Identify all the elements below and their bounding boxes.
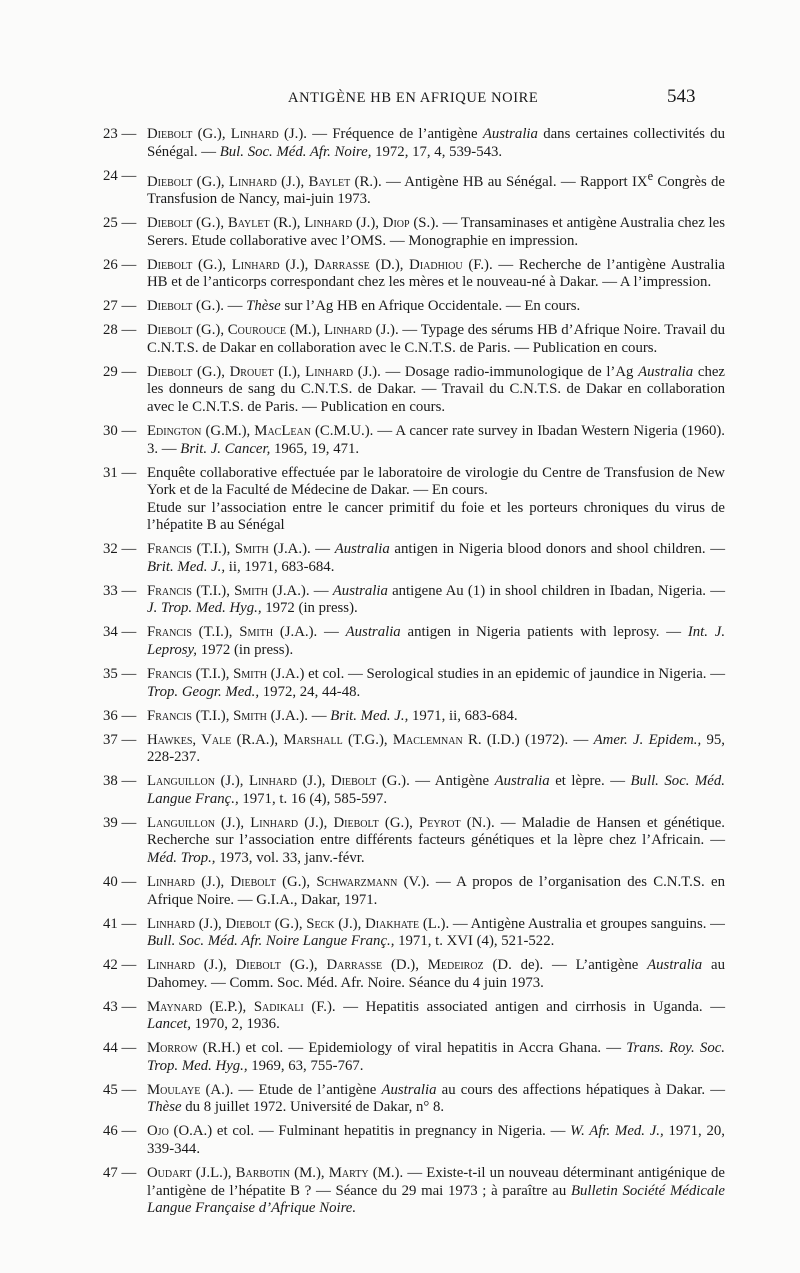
reference-text: Moulaye (A.). — Etude de l’antigène Australia au cours des affections hépatiques à Dakar. — Thèse du 8 juillet 1972. Université de Dakar, n° 8. bbox=[147, 1081, 725, 1116]
running-header bbox=[0, 86, 800, 112]
reference-item bbox=[103, 583, 725, 618]
reference-item bbox=[103, 126, 725, 161]
reference-number: 45 — bbox=[103, 1081, 137, 1098]
reference-number: 39 — bbox=[103, 814, 137, 831]
reference-item bbox=[103, 257, 725, 292]
reference-number: 38 — bbox=[103, 773, 137, 790]
reference-text: Morrow (R.H.) et col. — Epidemiology of viral hepatitis in Accra Ghana. — Trans. Roy. Soc. Trop. Med. Hyg., 1969, 63, 755-767. bbox=[147, 1040, 725, 1074]
reference-item bbox=[103, 1123, 725, 1158]
reference-text: Diebolt (G.), Linhard (J.), Baylet (R.). — Antigène HB au Sénégal. — Rapport IXe Congrès de Transfusion de Nancy, mai-juin 1973. bbox=[147, 168, 725, 208]
reference-text: Francis (T.I.), Smith (J.A.). — Australia antigen in Nigeria blood donors and shool children. — Brit. Med. J., ii, 1971, 683-684. bbox=[147, 541, 725, 575]
reference-item bbox=[103, 732, 725, 767]
reference-item bbox=[103, 364, 725, 417]
reference-item bbox=[103, 1165, 725, 1218]
running-title: ANTIGÈNE HB EN AFRIQUE NOIRE bbox=[288, 90, 539, 106]
reference-item bbox=[103, 1082, 725, 1117]
reference-item bbox=[103, 322, 725, 357]
page-number: 543 bbox=[667, 86, 696, 107]
reference-list bbox=[103, 126, 725, 1224]
reference-number: 30 — bbox=[103, 422, 137, 439]
reference-item bbox=[103, 541, 725, 576]
reference-text: Maynard (E.P.), Sadikali (F.). — Hepatitis associated antigen and cirrhosis in Uganda. — Lancet, 1970, 2, 1936. bbox=[147, 998, 725, 1033]
reference-number: 28 — bbox=[103, 322, 137, 339]
reference-text: Diebolt (G.), Linhard (J.). — Fréquence de l’antigène Australia dans certaines collectivités du Sénégal. — Bul. Soc. Méd. Afr. Noire, 1972, 17, 4, 539-543. bbox=[147, 126, 725, 160]
reference-item bbox=[103, 666, 725, 701]
reference-text: Oudart (J.L.), Barbotin (M.), Marty (M.). — Existe-t-il un nouveau déterminant antigénique de l’antigène de l’hépatite B ? — Séance du 29 mai 1973 ; à paraître au Bulletin Société Médicale Langue Française d’Afrique Noire. bbox=[147, 1164, 725, 1217]
reference-item bbox=[103, 916, 725, 951]
reference-number: 43 — bbox=[103, 998, 137, 1015]
reference-item bbox=[103, 465, 725, 535]
reference-item bbox=[103, 874, 725, 909]
reference-text: Languillon (J.), Linhard (J.), Diebolt (G.). — Antigène Australia et lèpre. — Bull. Soc. Méd. Langue Franç., 1971, t. 16 (4), 585-597. bbox=[147, 773, 725, 807]
reference-item bbox=[103, 815, 725, 868]
reference-number: 41 — bbox=[103, 915, 137, 932]
reference-item bbox=[103, 423, 725, 458]
reference-text: Ojo (O.A.) et col. — Fulminant hepatitis in pregnancy in Nigeria. — W. Afr. Med. J., 1971, 20, 339-344. bbox=[147, 1123, 726, 1157]
reference-number: 32 — bbox=[103, 541, 137, 558]
reference-text: Hawkes, Vale (R.A.), Marshall (T.G.), Maclemnan R. (I.D.) (1972). — Amer. J. Epidem., 95, 228-237. bbox=[147, 731, 725, 766]
reference-item bbox=[103, 298, 725, 316]
reference-number: 35 — bbox=[103, 666, 137, 683]
reference-text: Enquête collaborative effectuée par le laboratoire de virologie du Centre de Transfusion de New York et de la Faculté de Médecine de Dakar. — En cours. Etude sur l’association entre le cancer primitif du foie et les porteurs chroniques du virus de l’hépatite B au Sénégal bbox=[147, 464, 725, 534]
reference-item bbox=[103, 624, 725, 659]
reference-number: 46 — bbox=[103, 1123, 137, 1140]
reference-item bbox=[103, 215, 725, 250]
reference-item bbox=[103, 957, 725, 992]
reference-number: 26 — bbox=[103, 256, 137, 273]
reference-number: 44 — bbox=[103, 1040, 137, 1057]
reference-number: 34 — bbox=[103, 624, 137, 641]
reference-text: Linhard (J.), Diebolt (G.), Schwarzmann (V.). — A propos de l’organisation des C.N.T.S. en Afrique Noire. — G.I.A., Dakar, 1971. bbox=[147, 873, 725, 908]
reference-text: Linhard (J.), Diebolt (G.), Darrasse (D.), Medeiroz (D. de). — L’antigène Australia au Dahomey. — Comm. Soc. Méd. Afr. Noire. Séance du 4 juin 1973. bbox=[147, 957, 725, 991]
reference-number: 40 — bbox=[103, 873, 137, 890]
reference-number: 27 — bbox=[103, 298, 137, 315]
reference-item bbox=[103, 168, 725, 209]
reference-item bbox=[103, 708, 725, 726]
reference-text: Diebolt (G.), Courouce (M.), Linhard (J.). — Typage des sérums HB d’Afrique Noire. Travail du C.N.T.S. de Dakar en collaboration avec le C.N.T.S. de Paris. — Publication en cours. bbox=[147, 322, 726, 356]
reference-number: 25 — bbox=[103, 215, 137, 232]
reference-number: 47 — bbox=[103, 1164, 137, 1181]
reference-number: 23 — bbox=[103, 126, 137, 142]
reference-text: Diebolt (G.), Baylet (R.), Linhard (J.), Diop (S.). — Transaminases et antigène Australia chez les Serers. Etude collaborative avec l’OMS. — Monographie en impression. bbox=[147, 215, 725, 249]
reference-text: Francis (T.I.), Smith (J.A.). — Australia antigen in Nigeria patients with leprosy. — Int. J. Leprosy, 1972 (in press). bbox=[147, 624, 726, 659]
reference-text: Diebolt (G.), Linhard (J.), Darrasse (D.), Diadhiou (F.). — Recherche de l’antigène Australia HB et de l’anticorps correspondant chez les mères et le nouveau-né à Dakar. — A l’impression. bbox=[147, 256, 725, 291]
reference-number: 29 — bbox=[103, 363, 137, 380]
reference-number: 24 — bbox=[103, 167, 137, 184]
reference-item bbox=[103, 999, 725, 1034]
reference-item bbox=[103, 1040, 725, 1075]
reference-number: 37 — bbox=[103, 731, 137, 748]
reference-text: Diebolt (G.), Drouet (I.), Linhard (J.). — Dosage radio-immunologique de l’Ag Australia chez les donneurs de sang du C.N.T.S. de Dakar. — Travail du C.N.T.S. de Dakar en collaboration avec le C.N.T.S. de Paris. — Publication en cours. bbox=[147, 363, 725, 415]
reference-number: 42 — bbox=[103, 957, 137, 974]
reference-number: 31 — bbox=[103, 464, 137, 481]
reference-text: Francis (T.I.), Smith (J.A.) et col. — Serological studies in an epidemic of jaundice in Nigeria. — Trop. Geogr. Med., 1972, 24, 44-48. bbox=[147, 666, 725, 700]
reference-text: Diebolt (G.). — Thèse sur l’Ag HB en Afrique Occidentale. — En cours. bbox=[147, 298, 581, 315]
reference-text: Linhard (J.), Diebolt (G.), Seck (J.), Diakhate (L.). — Antigène Australia et groupes sanguins. — Bull. Soc. Méd. Afr. Noire Langue Franç., 1971, t. XVI (4), 521-522. bbox=[147, 915, 725, 950]
reference-item bbox=[103, 773, 725, 808]
reference-text: Edington (G.M.), MacLean (C.M.U.). — A cancer rate survey in Ibadan Western Nigeria (1960). 3. — Brit. J. Cancer, 1965, 19, 471. bbox=[147, 422, 725, 457]
reference-number: 33 — bbox=[103, 582, 137, 599]
reference-text: Languillon (J.), Linhard (J.), Diebolt (G.), Peyrot (N.). — Maladie de Hansen et génétique. Recherche sur l’association entre différents facteurs génétiques et la lèpre chez l’Africain. — Méd. Trop., 1973, vol. 33, janv.-févr. bbox=[147, 814, 725, 866]
reference-number: 36 — bbox=[103, 707, 137, 724]
reference-text: Francis (T.I.), Smith (J.A.). — Brit. Med. J., 1971, ii, 683-684. bbox=[147, 707, 518, 724]
reference-text: Francis (T.I.), Smith (J.A.). — Australia antigene Au (1) in shool children in Ibadan, Nigeria. — J. Trop. Med. Hyg., 1972 (in press). bbox=[147, 582, 725, 617]
